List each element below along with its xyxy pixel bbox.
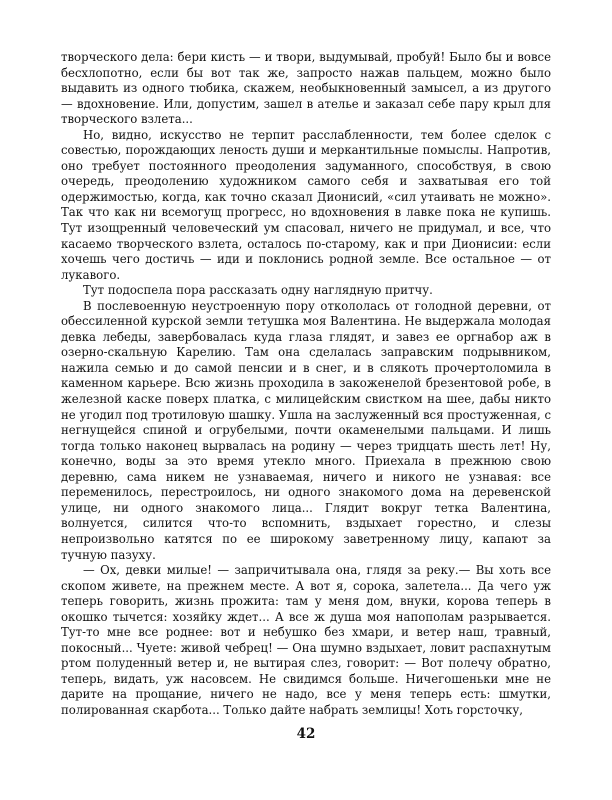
paragraph-aunt-valentina: В послевоенную неустроенную пору откололась от голодной деревни, от обессиленной курской земли тетушка моя Валентина. Не выдержала молодая девка лебеды, завербовалась куда глаза глядят, и завез ее оргнабор аж в озерно-скальную Карелию. Там она сделалась заправским подрывником, нажила семью и до самой пенсии и в снег, и в слякоть прочертоломила в каменном карьере. Всю жизнь проходила в закоженелой брезентовой робе, в железной каске поверх платка, с милицейским свистком на шее, дабы никто не угодил под тротиловую шашку. Ушла на заслуженный вся простуженная, с негнущейся спиной и огрубелыми, почти окаменелыми пальцами. И лишь тогда только наконец вырвалась на родину — через тридцать шесть лет! Ну, конечно, воды за это время утекло много. Приехала в прежнюю свою деревню, сама никем не узнаваемая, ничего и никого не узнавая: все переменилось, перестроилось, ни одного знакомого дома на деревенской улице, ни одного знакомого лица... Глядит вокруг тетка Валентина, волнуется, силится что-то вспомнить, вздыхает горестно, и слезы непроизвольно катятся по ее широкому заветренному лицу, капают за тучную пазуху.: [61, 298, 551, 562]
page-number: 42: [296, 726, 316, 742]
paragraph-art-and-conscience: Но, видно, искусство не терпит расслабленности, тем более сделок с совестью, порождающих леность души и меркантильные помыслы. Напротив, оно требует постоянного преодоления задуманного, способствуя, в свою очередь, преодолению художником самого себя и захватывая его той одержимостью, когда, как точно сказал Дионисий, «сил утаивать не можно». Так что как ни всемогущ прогресс, но вдохновения в лавке пока не купишь. Тут изощренный человеческий ум спасовал, ничего не придумал, и все, что касаемо творческого взлета, осталось по-старому, как и при Дионисии: если хочешь чего достичь — иди и поклонись родной земле. Все остальное — от лукавого.: [61, 127, 551, 282]
paragraph-dialogue: — Ох, девки милые! — запричитывала она, глядя за реку.— Вы хоть все скопом живете, на прежнем месте. А вот я, сорока, залетела... Да чего уж теперь говорить, жизнь прожита: там у меня дом, внуки, корова теперь в окошко тычется: хозяйку ждет... А все ж душа моя напополам разрывается. Тут-то мне все роднее: вот и небушко без хмари, и ветер наш, травный, покосный... Чуете: живой чебрец! — Она шумно вздыхает, ловит распахнутым ртом полуденный ветер и, не вытирая слез, говорит: — Вот полечу обратно, теперь, видать, уж насовсем. Не свидимся больше. Ничегошеньки мне не дарите на прощание, ничего не надо, все у меня теперь есть: шмутки, полированная скарбота... Только дайте набрать землицы! Хоть горсточку,: [61, 563, 551, 717]
body-text: [61, 50, 551, 719]
paragraph-continued: творческого дела: бери кисть — и твори, выдумывай, пробуй! Было бы и вовсе бесхлопотно, если бы вот так же, запросто нажав пальцем, можно было выдавить из одного тюбика, скажем, необыкновенный замысел, а из другого — вдохновение. Или, допустим, зашел в ателье и заказал себе пару крыл для творческого взлета...: [61, 50, 551, 127]
paragraph-parable-intro: Тут подоспела пора рассказать одну наглядную притчу.: [83, 283, 433, 298]
